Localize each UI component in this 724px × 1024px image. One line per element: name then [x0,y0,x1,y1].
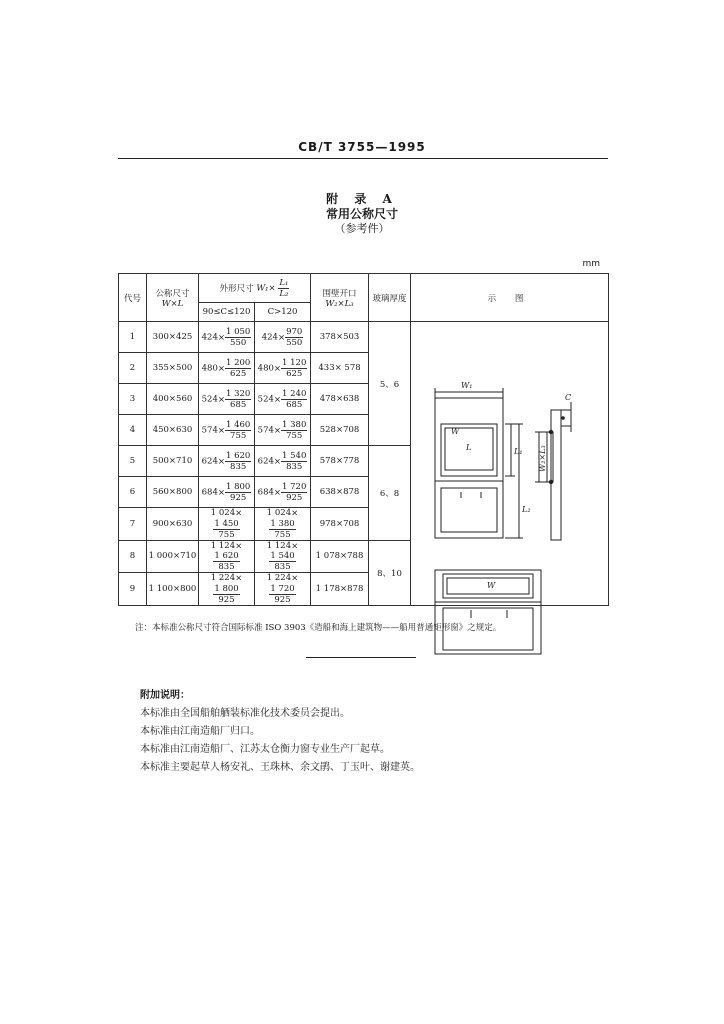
header-nominal: 公称尺寸 W×L [147,274,199,322]
diagram-label-c: C [565,393,572,402]
header-opening: 围壁开口 W₂×L₃ [311,274,369,322]
header-glass: 玻璃厚度 [369,274,411,322]
dimension-table [118,273,608,615]
diagram-label-l2: L₂ [522,505,531,514]
additional-note-line: 本标准由江南造船厂归口。 [140,726,260,737]
header-outer-sub1: 90≤C≤120 [199,303,255,322]
table-row: 9 1 100×800 1 224× $\frac{1 800}{925}$ 1 224× $\frac{1 720}{925}$ 1 178×878 [119,573,609,606]
diagram-label-l1: L₁ [514,447,523,456]
diagram-label-w: W [451,427,460,436]
additional-note-line: 本标准主要起草人杨安礼、王珠林、余文鹃、丁玉叶、谢建英。 [140,762,420,773]
appendix-title: 附 录 A [326,192,398,206]
diagram-label-w-lower: W [487,581,496,590]
table-row: 4 450×630 574× $\frac{1 460}{755}$ 574× $\frac{1 380}{755}$ 528×708 [119,415,609,446]
table-row: 1 300×425 424× $\frac{1 050}{550}$ 424× $\frac{970}{550}$ 378×503 5、6 W₁ C L₁ L₂ L W W₂×L₃ W [119,322,609,353]
diagram-label-l: L [466,443,472,452]
table-row: 7 900×630 1 024× $\frac{1 450}{755}$ 1 024× $\frac{1 380}{755}$ 978×708 [119,508,609,541]
section-rule [306,657,416,658]
table-row: 3 400×560 524× $\frac{1 320}{685}$ 524× $\frac{1 240}{685}$ 478×638 [119,384,609,415]
appendix-subtitle: 常用公称尺寸 [325,207,398,221]
header-rule [118,158,608,159]
glass-group-3: 8、10 [369,540,411,605]
diagram-label-w2l3: W₂×L₃ [538,445,548,472]
header-outer: 外形尺寸 W₁× $\frac{\text{L₁}}{\text{L₂}}$ [199,274,311,303]
standard-code: CB/T 3755—1995 [298,140,426,154]
header-code: 代号 [119,274,147,322]
unit-label: mm [582,259,600,269]
table-row: 2 355×500 480× $\frac{1 200}{625}$ 480× $\frac{1 120}{625}$ 433× 578 [119,353,609,384]
diagram-label-w1: W₁ [461,381,473,390]
table-row: 8 1 000×710 1 124× $\frac{1 620}{835}$ 1 124× $\frac{1 540}{835}$ 1 078×788 8、10 [119,540,609,573]
additional-notes-title: 附加说明： [140,690,190,701]
table-row: 6 560×800 684× $\frac{1 800}{925}$ 684× $\frac{1 720}{925}$ 638×878 [119,477,609,508]
table-row: 5 500×710 624× $\frac{1 620}{835}$ 624× $\frac{1 540}{835}$ 578×778 6、8 [119,446,609,477]
additional-note-line: 本标准由全国船舶舾装标准化技术委员会提出。 [140,708,350,719]
header-diagram: 示 图 [411,274,609,322]
appendix-note: （参考件） [334,222,390,235]
window-diagram [411,322,609,606]
header-outer-sub2: C>120 [255,303,311,322]
glass-group-2: 6、8 [369,446,411,541]
glass-group-1: 5、6 [369,322,411,446]
table-footnote: 注：本标准公称尺寸符合国际标准 ISO 3903《造船和海上建筑物——船用普通矩形窗》之规定。 [135,623,502,633]
window-diagram-svg [411,322,607,662]
additional-note-line: 本标准由江南造船厂、江苏太仓衡力窗专业生产厂起草。 [140,744,390,755]
